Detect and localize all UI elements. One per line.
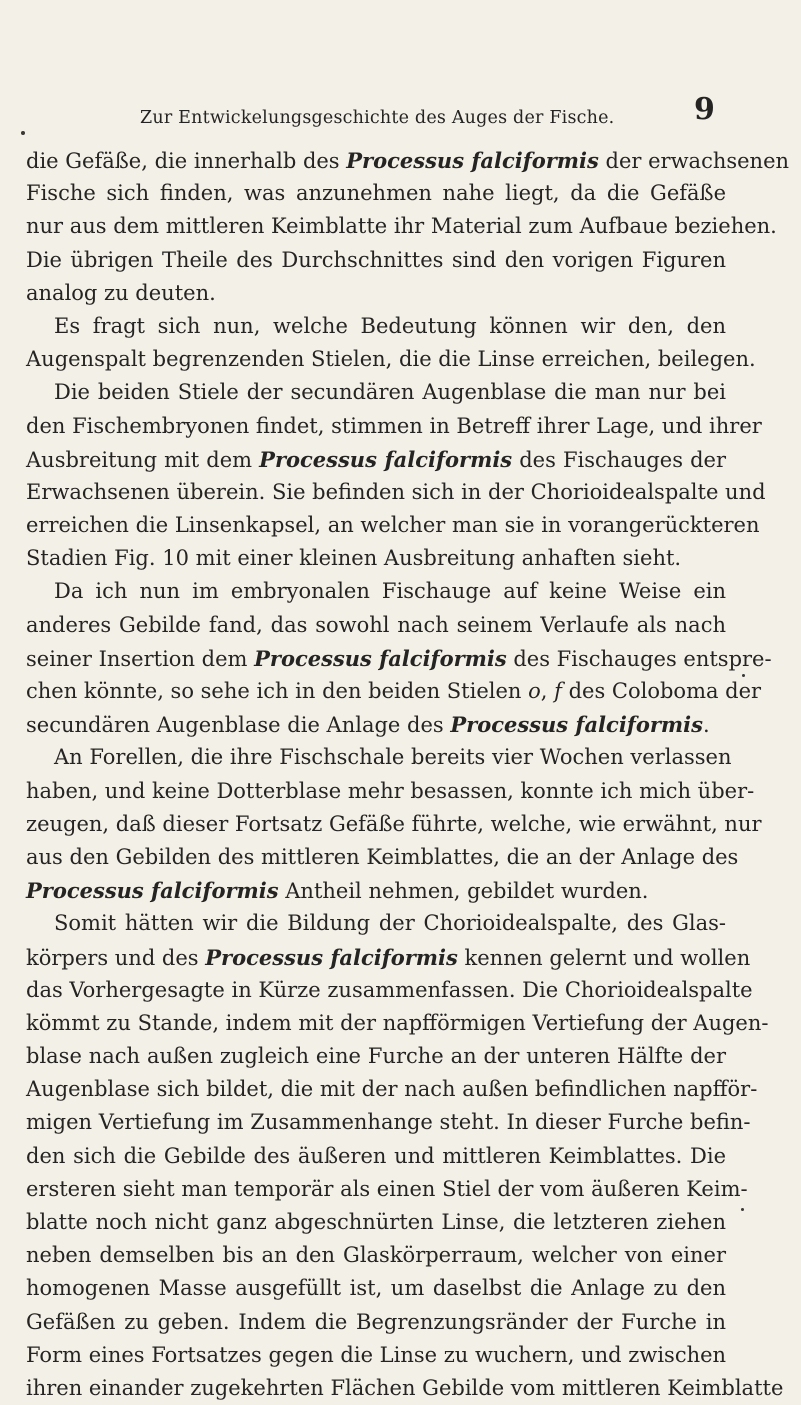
label-o: o <box>528 679 541 703</box>
text-line: ersteren sieht man temporär als einen Stiel der vom äußeren Keim- <box>26 1176 748 1201</box>
text-line: Somit hätten wir die Bildung der Chorioidealspalte, des Glas- <box>54 911 726 936</box>
text-line: Die übrigen Theile des Durchschnittes sind den vorigen Figuren <box>26 247 726 272</box>
text-line: das Vorhergesagte in Kürze zusammenfassen. Die Chorioidealspalte <box>26 977 753 1002</box>
term-processus-falciformis: Processus falciformis <box>450 712 703 738</box>
text-line: Form eines Fortsatzes gegen die Linse zu wuchern, und zwischen <box>26 1342 727 1367</box>
print-speck <box>21 131 25 135</box>
text-line: Die beiden Stiele der secundären Augenblase die man nur bei <box>54 380 726 405</box>
text-line: zeugen, daß dieser Fortsatz Gefäße führte, welche, wie erwähnt, nur <box>26 811 762 836</box>
text-line: Processus falciformis Antheil nehmen, gebildet wurden. <box>26 878 649 904</box>
text-line: Augenspalt begrenzenden Stielen, die die Linse erreichen, beilegen. <box>26 347 756 372</box>
text-line: den sich die Gebilde des äußeren und mittleren Keimblattes. Die <box>26 1143 726 1168</box>
running-head: Zur Entwickelungsgeschichte des Auges der Fische. <box>140 108 615 128</box>
print-speck <box>741 1208 744 1211</box>
text-line: haben, und keine Dotterblase mehr besassen, konnte ich mich über- <box>26 778 755 803</box>
text-line: homogenen Masse ausgefüllt ist, um daselbst die Anlage zu den <box>26 1276 726 1301</box>
text-line: seiner Insertion dem Processus falciformis des Fischauges entspre- <box>26 645 772 671</box>
text-line: Gefäßen zu geben. Indem die Begrenzungsränder der Furche in <box>26 1309 726 1334</box>
text-line: Da ich nun im embryonalen Fischauge auf keine Weise ein <box>54 579 726 604</box>
text-line: die Gefäße, die innerhalb des Processus falciformis der erwachsenen <box>26 148 790 173</box>
label-f: f <box>554 679 562 703</box>
term-processus-falciformis: Processus falciformis <box>346 148 599 173</box>
text-line: den Fischembryonen findet, stimmen in Betreff ihrer Lage, und ihrer <box>26 413 762 438</box>
text-line: blase nach außen zugleich eine Furche an der unteren Hälfte der <box>26 1044 726 1069</box>
term-processus-falciformis: Processus falciformis <box>26 878 279 904</box>
print-speck <box>742 674 745 677</box>
text-line: Fische sich finden, was anzunehmen nahe liegt, da die Gefäße <box>26 181 726 206</box>
text-line: An Forellen, die ihre Fischschale bereits vier Wochen verlassen <box>54 745 732 770</box>
text-line: nur aus dem mittleren Keimblatte ihr Material zum Aufbaue beziehen. <box>26 214 777 239</box>
text-line: chen könnte, so sehe ich in den beiden Stielen o, f des Coloboma der <box>26 679 762 703</box>
text-line: migen Vertiefung im Zusammenhange steht. In dieser Furche befin- <box>26 1110 751 1135</box>
page-number: 9 <box>694 92 715 127</box>
text-line: Stadien Fig. 10 mit einer kleinen Ausbreitung anhaften sieht. <box>26 546 682 571</box>
text-line: Erwachsenen überein. Sie befinden sich in der Chorioidealspalte und <box>26 479 766 504</box>
text-line: kömmt zu Stande, indem mit der napfförmigen Vertiefung der Augen- <box>26 1010 769 1035</box>
text-line: Augenblase sich bildet, die mit der nach außen befindlichen napfför- <box>26 1077 758 1102</box>
text-line: analog zu deuten. <box>26 280 216 305</box>
text-line: anderes Gebilde fand, das sowohl nach seinem Verlaufe als nach <box>26 612 726 637</box>
text-line: Ausbreitung mit dem Processus falciformis des Fischauges der <box>26 446 727 472</box>
term-processus-falciformis: Processus falciformis <box>205 944 458 970</box>
text-line: secundären Augenblase die Anlage des Processus falciformis. <box>26 712 710 738</box>
text-line: Es fragt sich nun, welche Bedeutung können wir den, den <box>54 313 726 338</box>
text-line: erreichen die Linsenkapsel, an welcher man sie in vorangerückteren <box>26 513 760 538</box>
term-processus-falciformis: Processus falciformis <box>259 446 513 472</box>
term-processus-falciformis: Processus falciformis <box>254 645 507 671</box>
body-text <box>26 144 790 1405</box>
text-line: blatte noch nicht ganz abgeschnürten Linse, die letzteren ziehen <box>26 1210 726 1234</box>
text-line: aus den Gebilden des mittleren Keimblattes, die an der Anlage des <box>26 844 739 869</box>
text-line: neben demselben bis an den Glaskörperraum, welcher von einer <box>26 1243 726 1268</box>
text-line: ihren einander zugekehrten Flächen Gebilde vom mittleren Keimblatte <box>26 1375 784 1400</box>
text-line: körpers und des Processus falciformis kennen gelernt und wollen <box>26 944 751 970</box>
